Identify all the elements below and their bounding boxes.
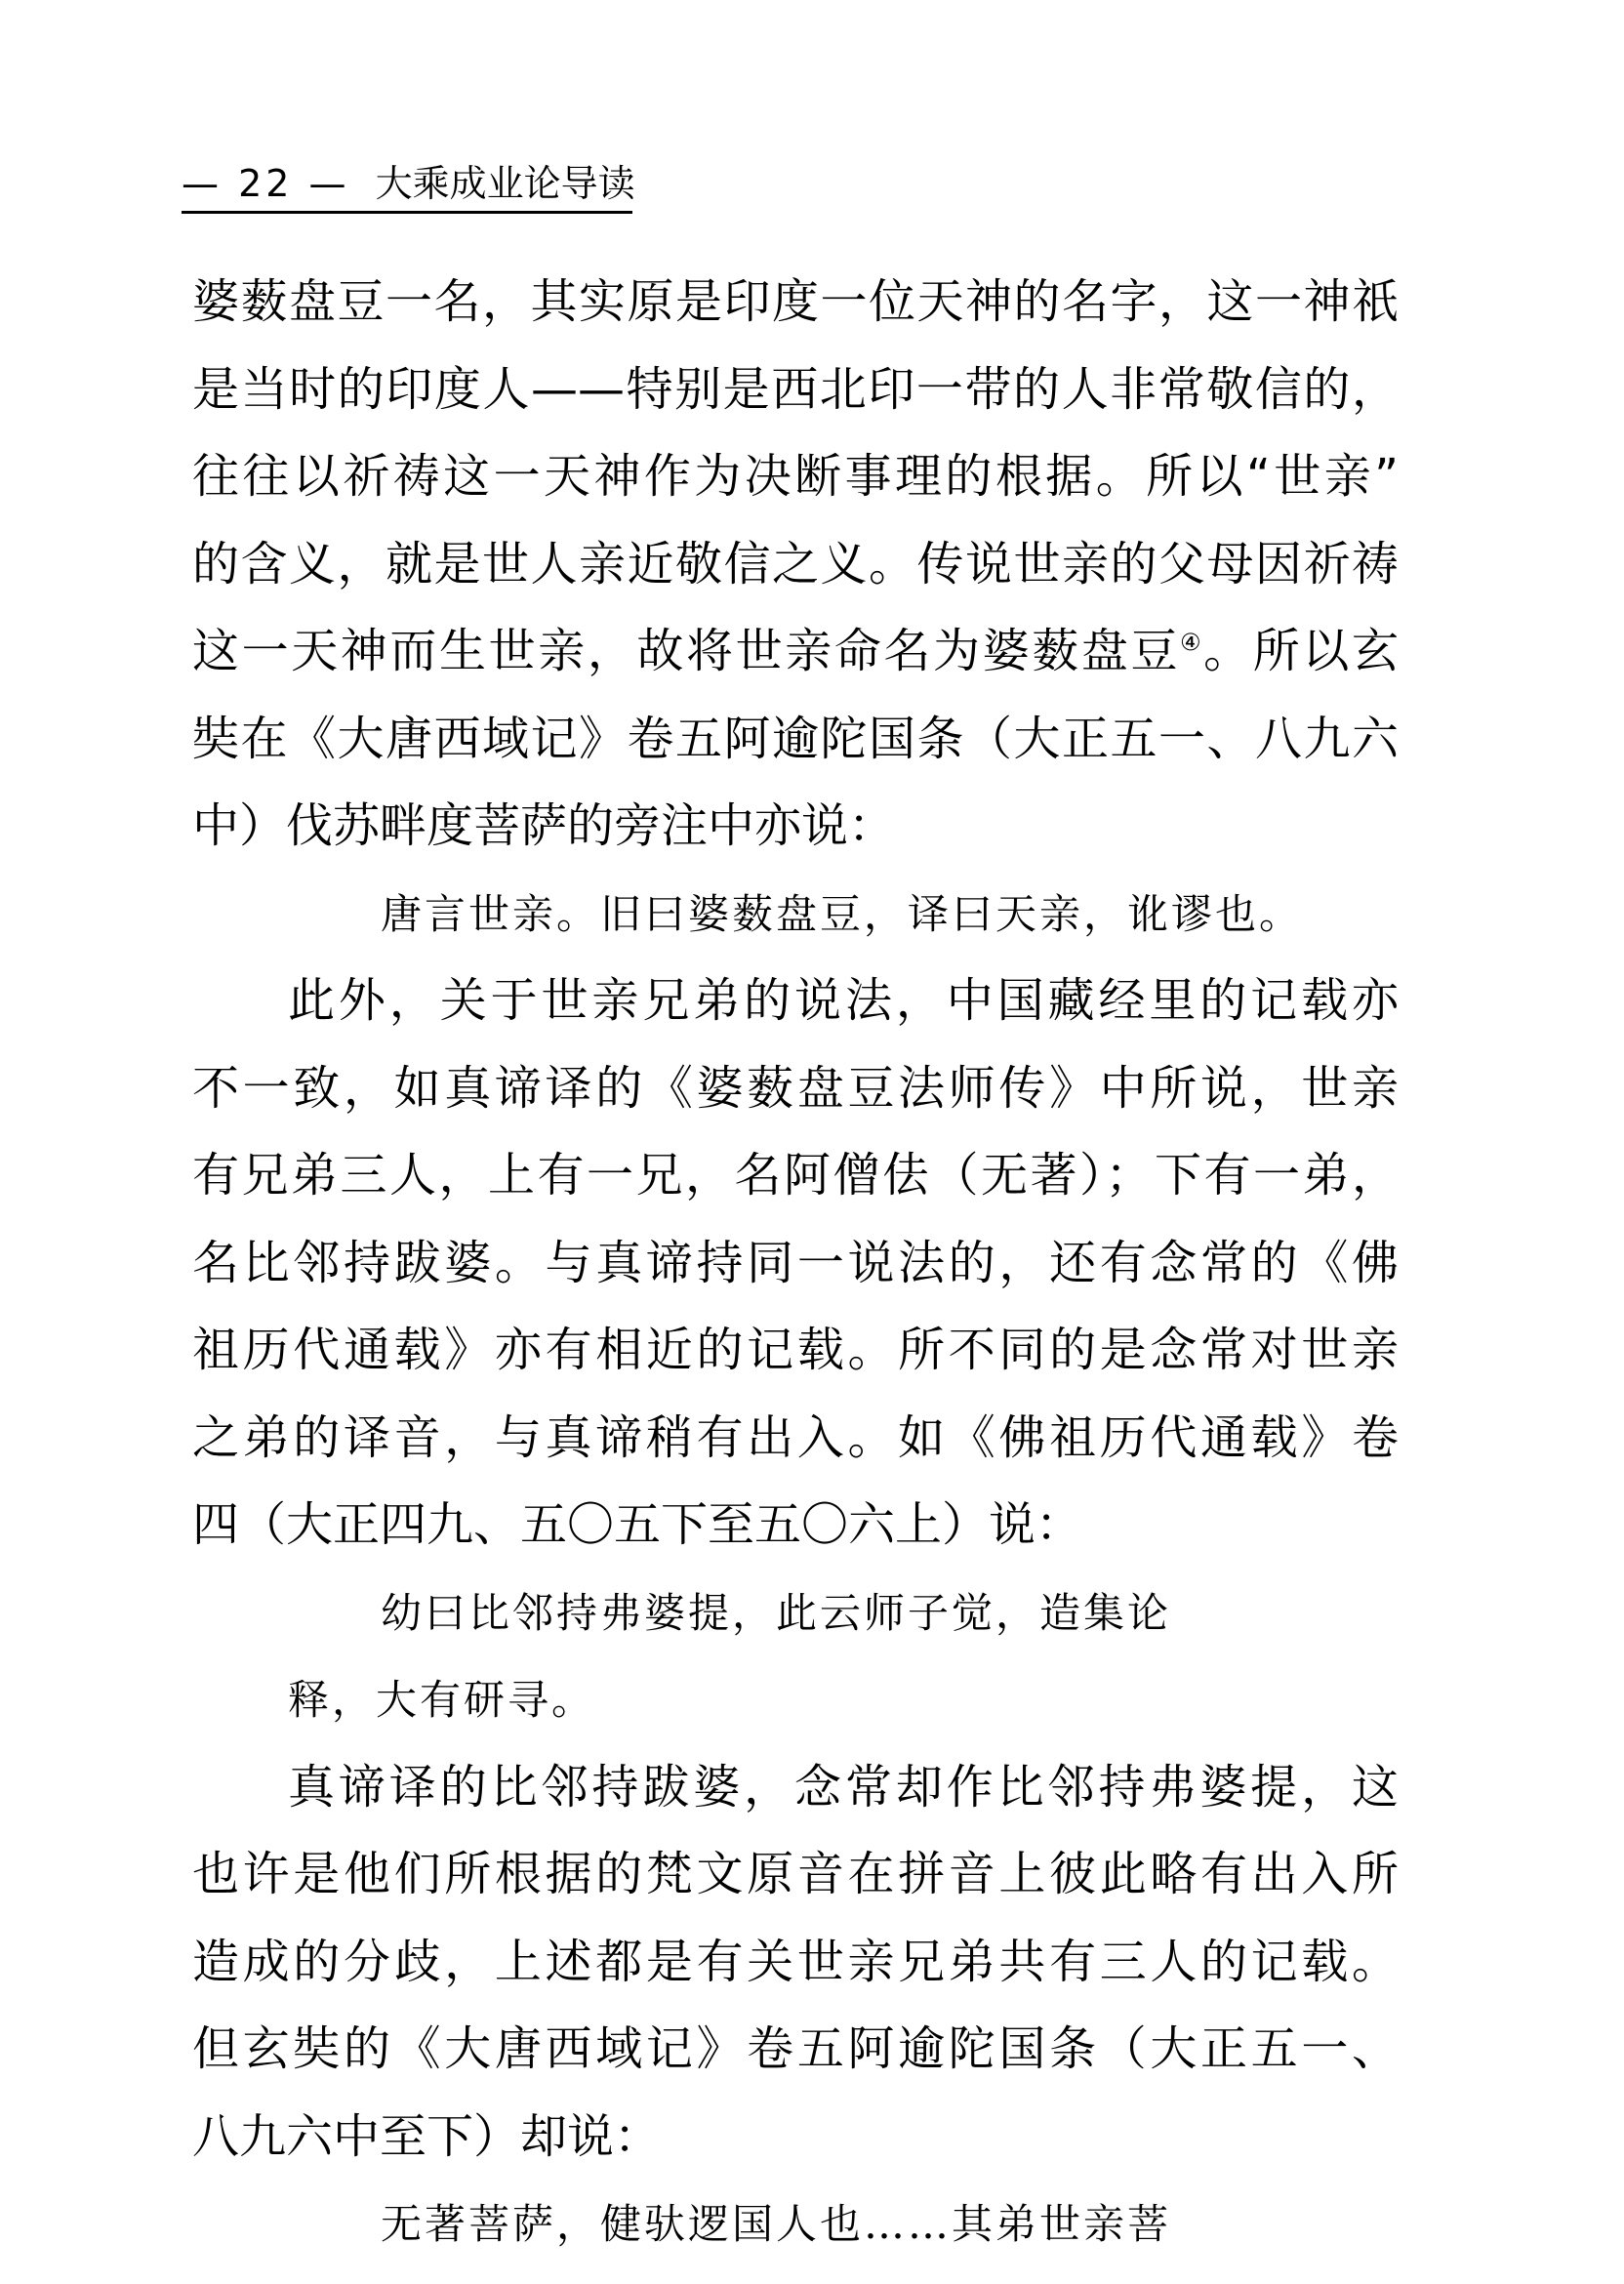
text-line [192,347,1399,434]
text-line [192,1831,1399,1919]
text-line [192,1744,1399,1832]
line-text: 的含义，就是世人亲近敬信之义。传说世亲的父母因祈祷 [192,536,1399,591]
line-text: 无著菩萨，健驮逻国人也……其弟世亲菩 [381,2200,1172,2248]
text-line [192,1919,1399,2007]
line-text: 此外，关于世亲兄弟的说法，中国藏经里的记载亦 [288,973,1399,1028]
block-quote-line [192,1656,1399,1744]
line-text: 不一致，如真谛译的《婆薮盘豆法师传》中所说，世亲 [192,1060,1399,1116]
line-text: 之弟的译音，与真谛稍有出入。如《佛祖历代通载》卷 [192,1409,1399,1465]
block-quote-line [192,1570,1399,1657]
line-text: 真谛译的比邻持跋婆，念常却作比邻持弗婆提，这 [288,1759,1399,1815]
page-number: — 22 — [182,162,350,205]
line-text: 祖历代通载》亦有相近的记载。所不同的是念常对世亲 [192,1323,1399,1377]
line-text: 造成的分歧，上述都是有关世亲兄弟共有三人的记载。 [192,1934,1399,1989]
text-line [192,783,1399,871]
text-line [192,1220,1399,1308]
text-line [192,1482,1399,1570]
line-text: 中）伐苏畔度菩萨的旁注中亦说： [192,798,896,853]
line-text: 但玄奘的《大唐西域记》卷五阿逾陀国条（大正五一、 [192,2021,1399,2076]
text-line [192,1395,1399,1483]
text-line [192,1045,1399,1133]
text-line [192,608,1399,696]
footnote-marker[interactable]: ④ [1180,629,1204,656]
block-quote-line [192,871,1399,958]
text-line [192,696,1399,784]
running-header [182,156,635,214]
text-line [192,433,1399,521]
text-line [192,2094,1399,2182]
line-text: 也许是他们所根据的梵文原音在拼音上彼此略有出入所 [192,1847,1399,1901]
line-text: 有兄弟三人，上有一兄，名阿僧佉（无著）；下有一弟， [192,1148,1399,1203]
body-text [192,259,1399,2268]
line-text-continued: 。所以玄 [1203,624,1399,678]
text-line [192,521,1399,609]
line-text: 八九六中至下）却说： [192,2108,662,2164]
line-text: 奘在《大唐西域记》卷五阿逾陀国条（大正五一、八九六 [192,711,1399,766]
text-line [192,2006,1399,2094]
text-line [192,1132,1399,1220]
block-quote-line [192,2181,1399,2268]
text-line [192,1307,1399,1395]
text-line [192,958,1399,1045]
line-text: 这一天神而生世亲，故将世亲命名为婆薮盘豆 [192,624,1181,678]
text-line [192,259,1399,347]
line-text: 四（大正四九、五〇五下至五〇六上）说： [192,1497,1083,1552]
line-text: 唐言世亲。旧曰婆薮盘豆，译曰天亲，讹谬也。 [381,889,1304,938]
line-text: 是当时的印度人——特别是西北印一带的人非常敬信的， [192,361,1399,417]
line-text: 释，大有研寻。 [288,1676,596,1724]
line-text: 名比邻持跋婆。与真谛持同一说法的，还有念常的《佛 [192,1235,1399,1290]
line-text: 婆薮盘豆一名，其实原是印度一位天神的名字，这一神祇 [192,274,1399,329]
line-text: 往往以祈祷这一天神作为决断事理的根据。所以“世亲” [192,449,1399,504]
line-text: 幼曰比邻持弗婆提，此云师子觉，造集论 [381,1588,1172,1637]
book-title: 大乘成业论导读 [375,162,635,205]
